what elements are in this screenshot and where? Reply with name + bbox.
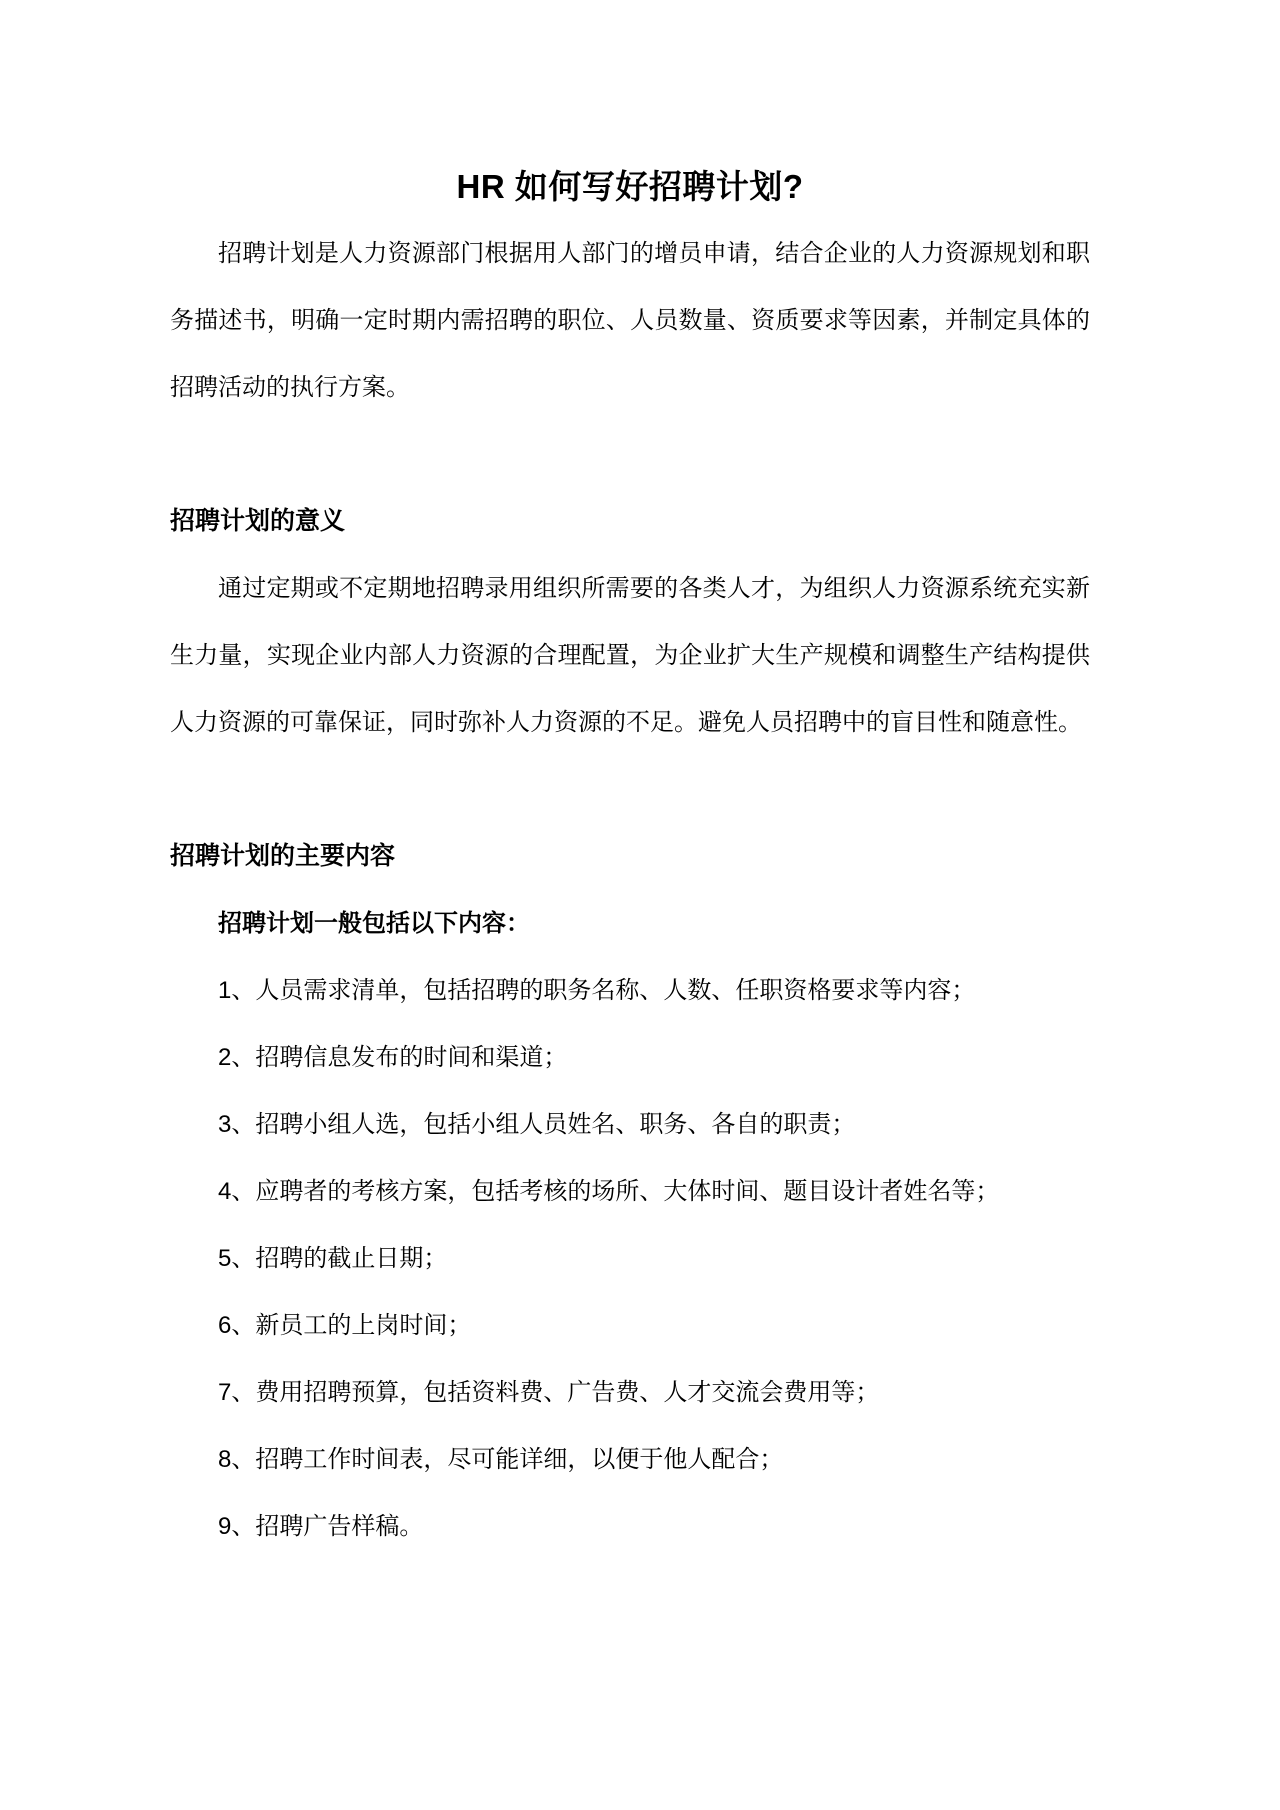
section-heading-significance: 招聘计划的意义 [170,507,346,535]
list-item-3: 3、招聘小组人选，包括小组人员姓名、职务、各自的职责； [218,1111,856,1138]
list-item-2: 2、招聘信息发布的时间和渠道； [218,1044,568,1071]
list-item-9: 9、招聘广告样稿。 [218,1513,424,1540]
list-item-6: 6、新员工的上岗时间； [218,1312,472,1339]
document-title: HR 如何写好招聘计划? [456,168,804,205]
significance-paragraph: 通过定期或不定期地招聘录用组织所需要的各类人才，为组织人力资源系统充实新生力量，实现企业内部人力资源的合理配置，为企业扩大生产规模和调整生产结构提供人力资源的可靠保证，同时弥补人力资源的不足。避免人员招聘中的盲目性和随意性。 [170,575,1090,736]
list-lead-line: 招聘计划一般包括以下内容： [218,910,530,937]
list-item-8: 8、招聘工作时间表，尽可能详细，以便于他人配合； [218,1446,784,1473]
list-item-5: 5、招聘的截止日期； [218,1245,448,1272]
document-text-column [170,0,1090,1560]
list-item-7: 7、费用招聘预算，包括资料费、广告费、人才交流会费用等； [218,1379,880,1406]
list-item-4: 4、应聘者的考核方案，包括考核的场所、大体时间、题目设计者姓名等； [218,1178,1000,1205]
intro-paragraph: 招聘计划是人力资源部门根据用人部门的增员申请，结合企业的人力资源规划和职务描述书，明确一定时期内需招聘的职位、人员数量、资质要求等因素，并制定具体的招聘活动的执行方案。 [170,240,1090,401]
section-heading-main-content: 招聘计划的主要内容 [170,842,396,870]
list-item-1: 1、人员需求清单，包括招聘的职务名称、人数、任职资格要求等内容； [218,977,976,1004]
